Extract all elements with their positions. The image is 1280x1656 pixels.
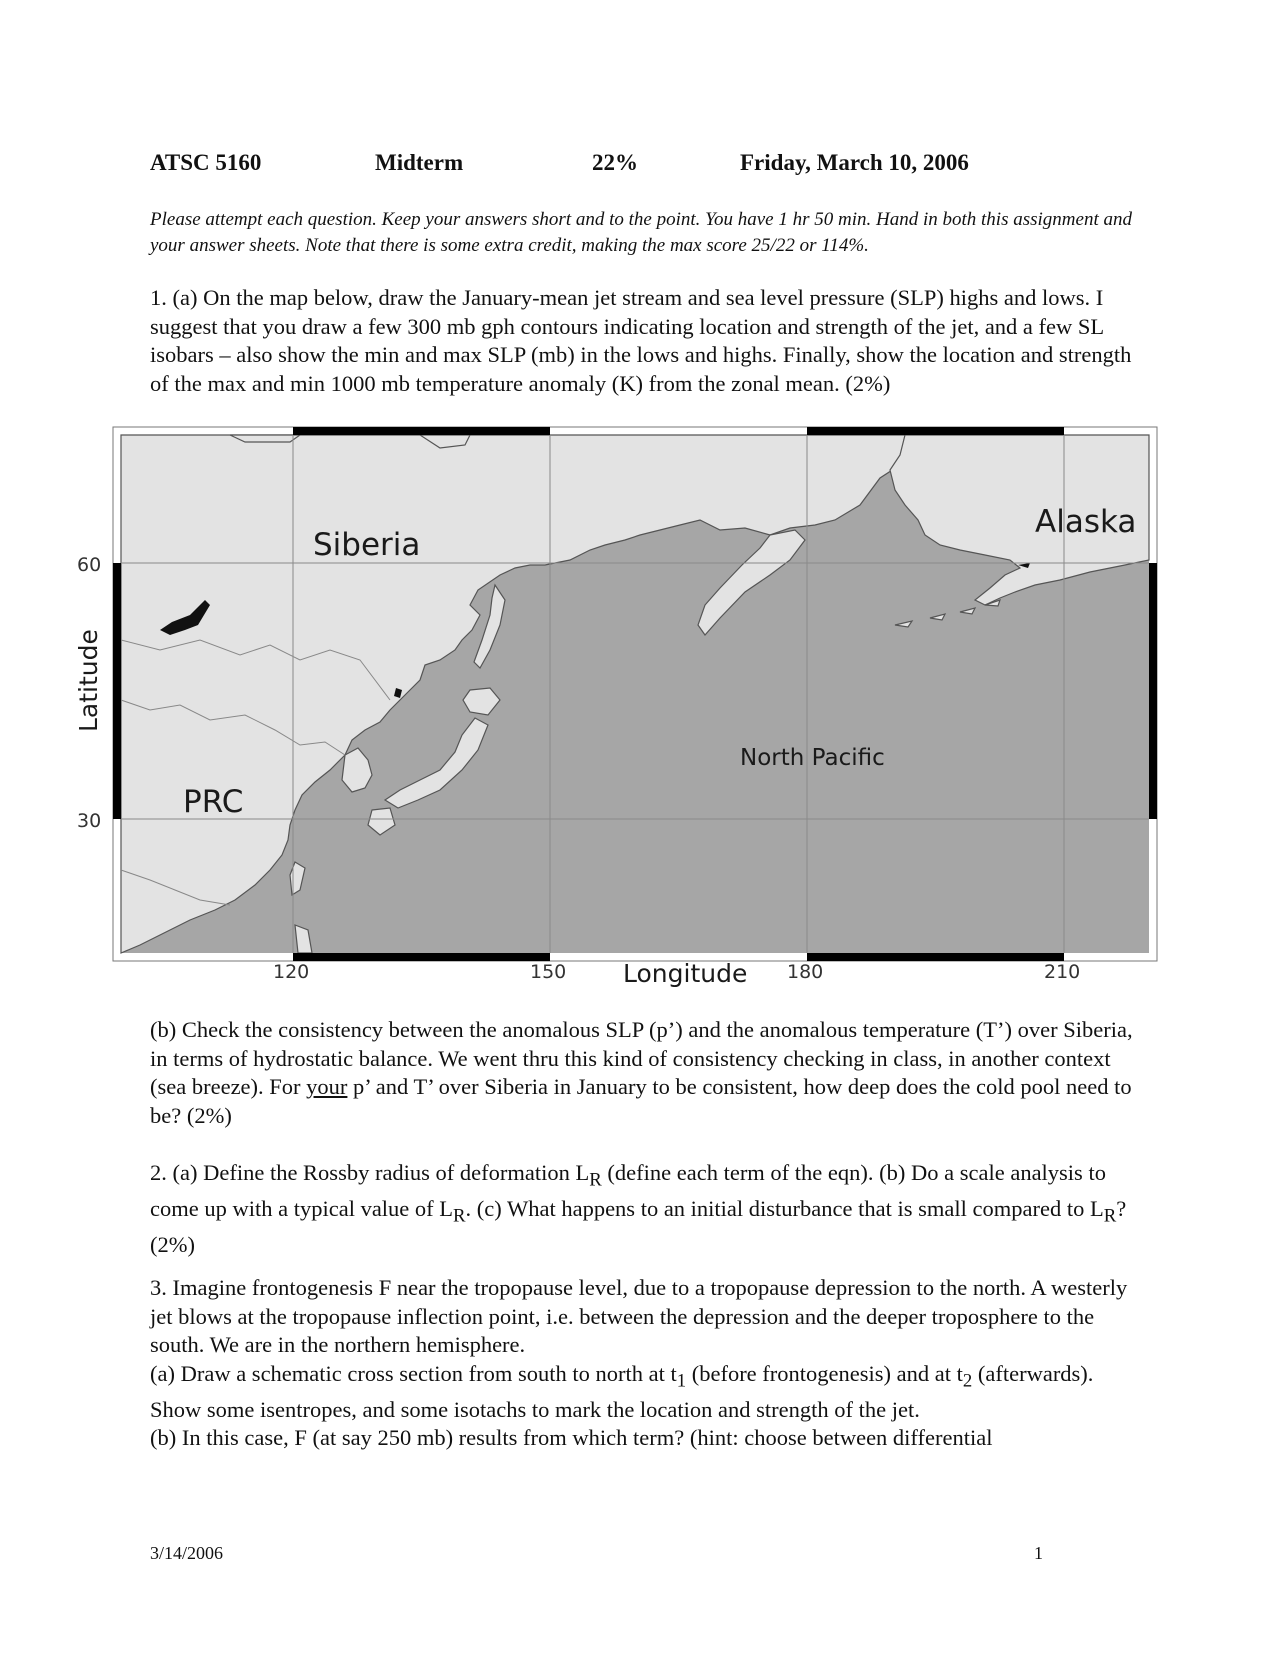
label-prc: PRC <box>183 784 244 820</box>
lon-tick-180: 180 <box>787 961 824 983</box>
question-1a: 1. (a) On the map below, draw the January-mean jet stream and sea level pressure (SLP) highs and lows. I suggest that you draw a few 300 mb gph contours indicating location and strength of the jet, and a few SL isobars – also show the min and max SLP (mb) in the lows and highs. Finally, show the location and strength of the max and min 1000 mb temperature anomaly (K) from the zonal mean. (2%) <box>150 285 1132 396</box>
question-3 <box>150 1274 1150 1453</box>
emphasis-your: your <box>306 1074 348 1099</box>
question-2: 2. (a) Define the Rossby radius of deformation $L_R$ (define each term of the eqn). (b) Do a scale analysis to come up with a typical value of $L_R$. (c) What happens to an initial disturbance that is small compared to $L_R$? (2%) <box>150 1160 1127 1257</box>
course-code: ATSC 5160 <box>150 150 262 175</box>
ylabel-latitude: Latitude <box>74 629 103 732</box>
lat-tick-30: 30 <box>77 810 102 832</box>
question-3-intro: 3. Imagine frontogenesis F near the tropopause level, due to a tropopause depression to the north. A westerly jet blows at the tropopause inflection point, i.e. between the depression and the deeper troposphere to the south. We are in the northern hemisphere. <box>150 1275 1128 1357</box>
lon-tick-120: 120 <box>273 961 310 983</box>
lat-tick-60: 60 <box>77 554 102 576</box>
label-alaska: Alaska <box>1035 504 1137 540</box>
lon-tick-210: 210 <box>1044 961 1081 983</box>
exam-weight: 22% <box>592 150 638 175</box>
question-1b: (b) Check the consistency between the anomalous SLP (p’) and the anomalous temperature (T’) over Siberia, in terms of hydrostatic balance. We went thru this kind of consistency checking in class, in another context (sea breeze). For your p’ and T’ over Siberia in January to be consistent, how deep does the cold pool need to be? (2%) <box>150 1017 1133 1128</box>
question-3a: (a) Draw a schematic cross section from south to north at $t_1$ (before frontogenesis) and at $t_2$ (afterwards). Show some isentropes, and some isotachs to mark the location and strength of the jet. <box>150 1360 1094 1422</box>
question-3b: (b) In this case, F (at say 250 mb) results from which term? (hint: choose between differential <box>150 1425 993 1450</box>
instructions: Please attempt each question. Keep your answers short and to the point. You have 1 hr 50 min. Hand in both this assignment and your answer sheets. Note that there is some extra credit, making the max score 25/22 or 114%. <box>150 209 1132 256</box>
exam-date: Friday, March 10, 2006 <box>740 150 969 175</box>
page-number: 1 <box>1034 1543 1043 1563</box>
exam-type: Midterm <box>375 150 464 175</box>
label-north-pacific: North Pacific <box>740 745 885 771</box>
lon-tick-150: 150 <box>530 961 567 983</box>
label-siberia: Siberia <box>313 527 421 563</box>
footer-date: 3/14/2006 <box>150 1543 224 1563</box>
xlabel-longitude: Longitude <box>623 959 748 988</box>
